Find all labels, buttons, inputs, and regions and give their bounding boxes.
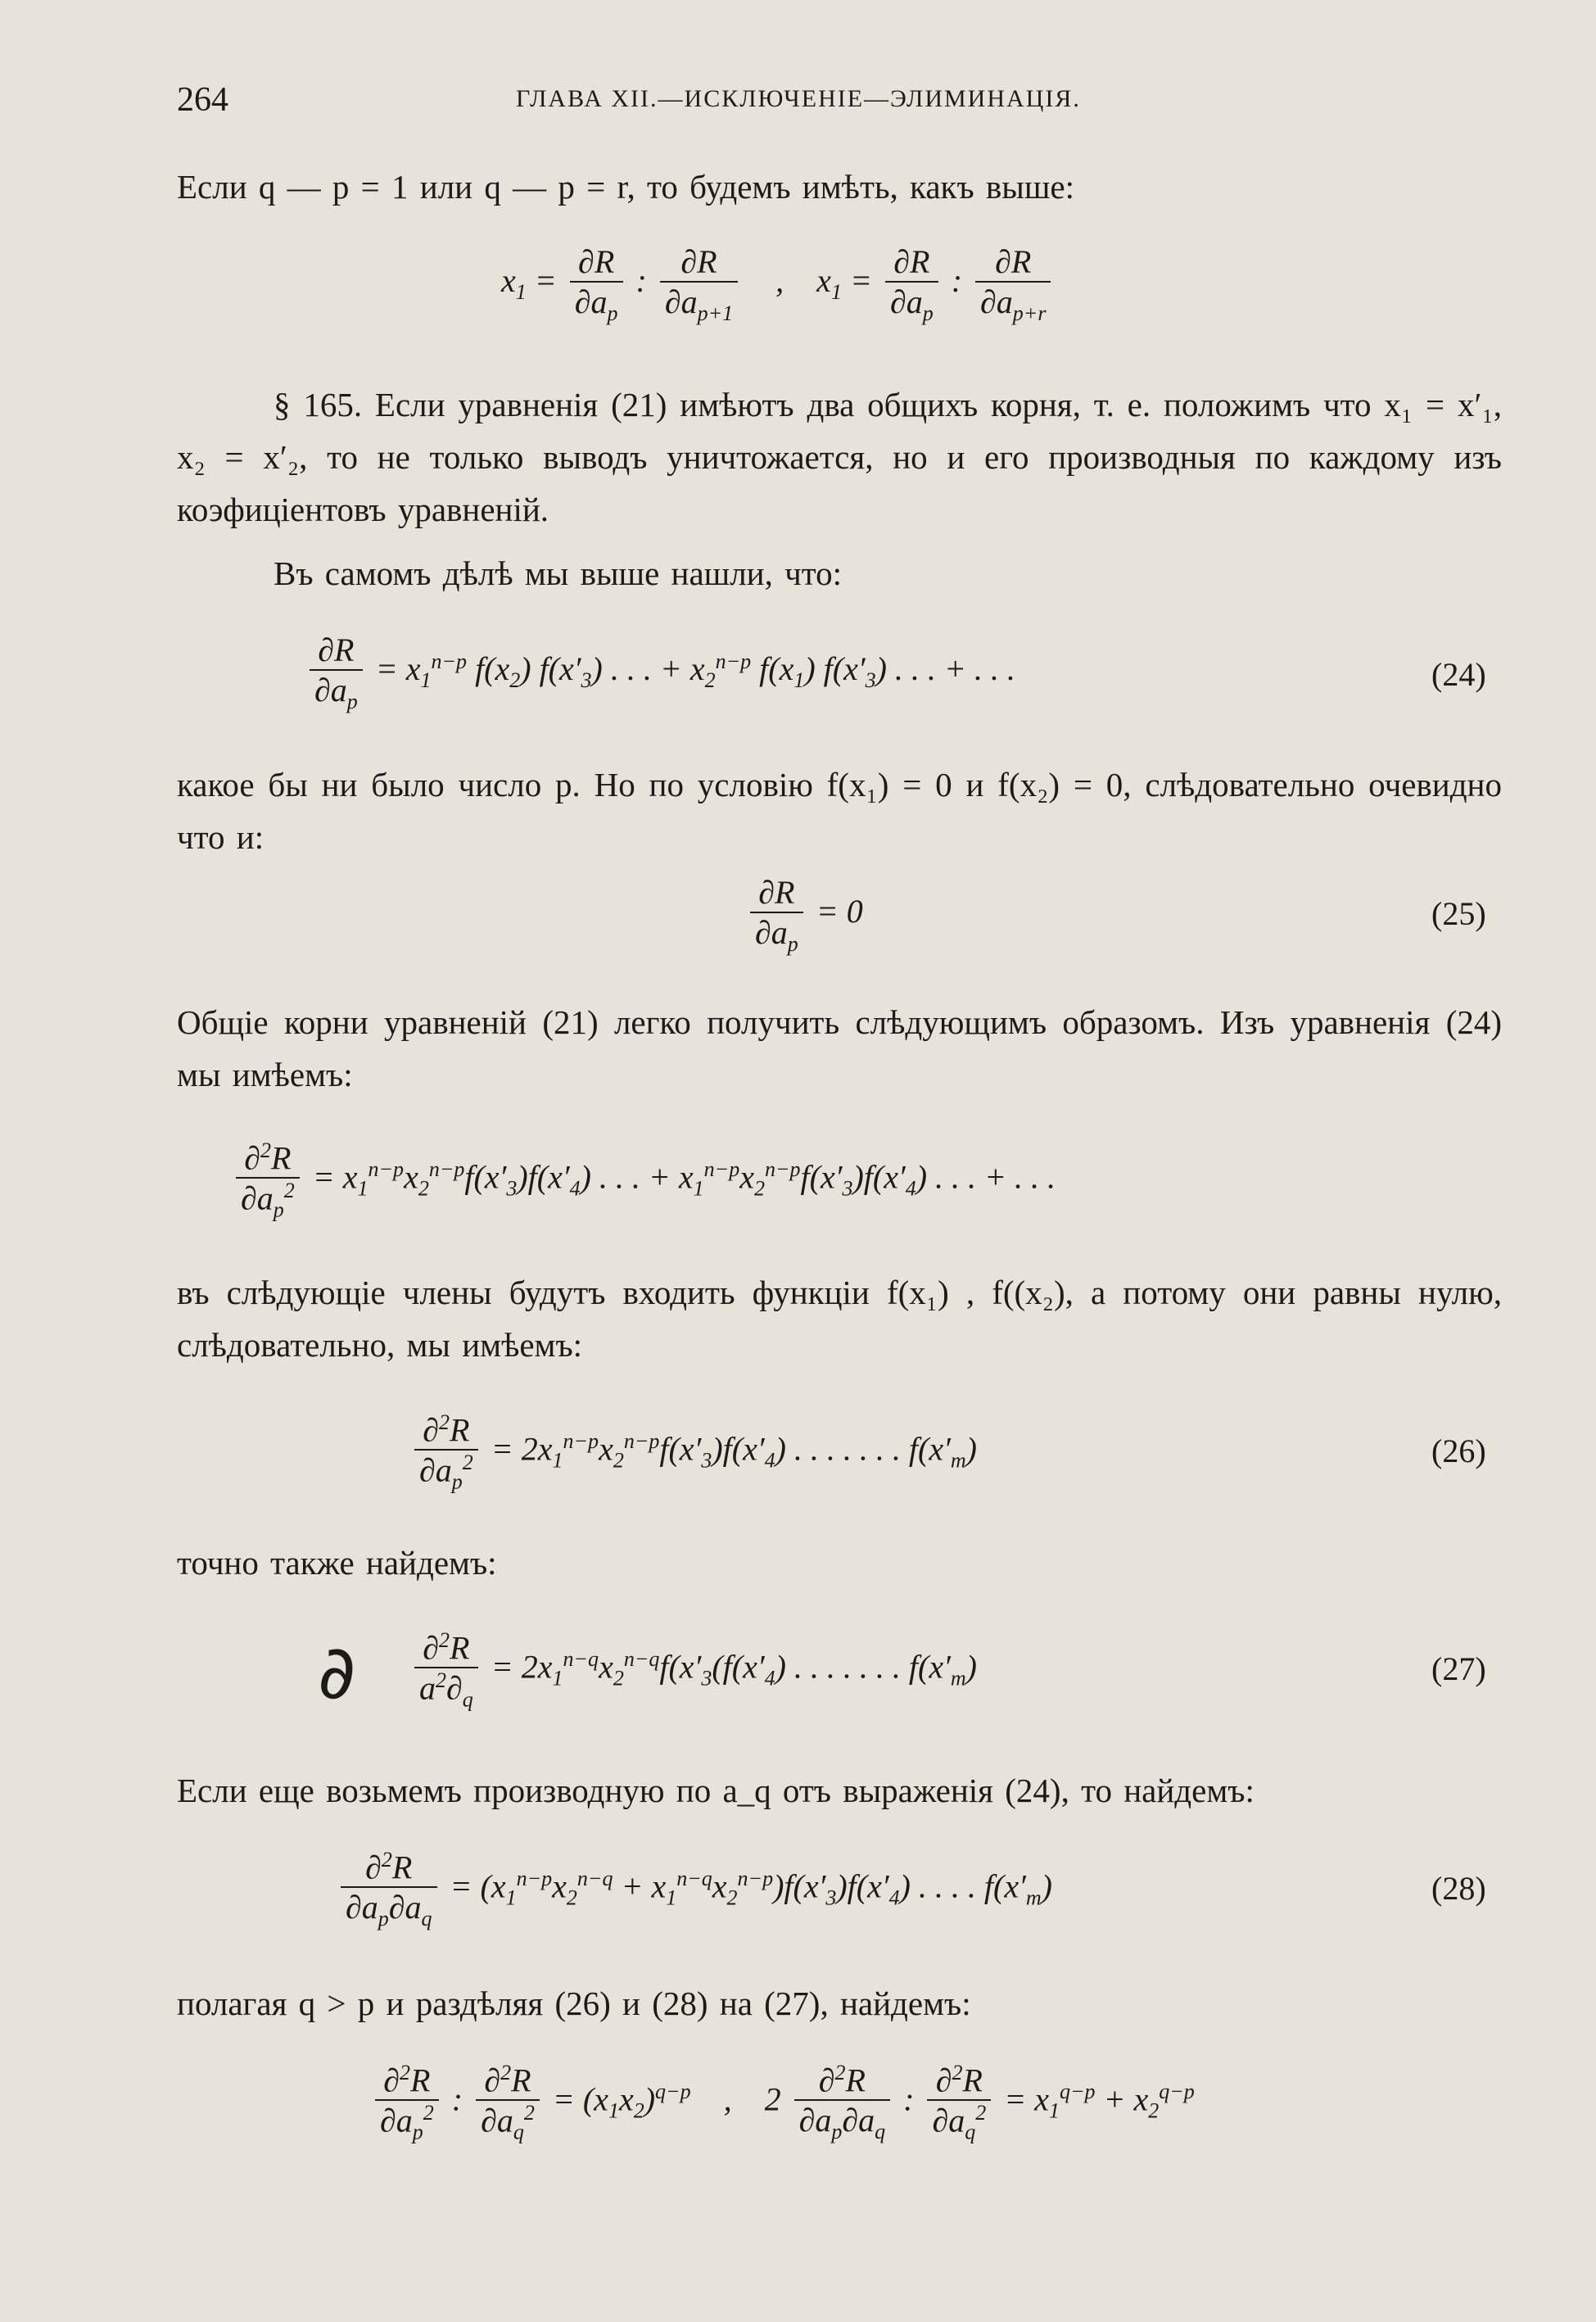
chapter-title: ГЛАВА XII.—ИСКЛЮЧЕНІЕ—ЭЛИМИНАЦІЯ. (516, 85, 1081, 112)
paragraph-7: точно также найдемъ: (177, 1544, 497, 1582)
equation-25: $\frac{\partial R}{\partial a_p}$ = 0 (745, 873, 863, 957)
equation-ratios: $\frac{\partial^2R}{\partial a_p^2}$ : $\frac{\partial^2R}{\partial a_q^2}$ = $(x_1x_2)^{q-p}$ , 2 $\frac{\partial^2R}{\partial a_p\partial a_q}$ : $\frac{\partial^2R}{\partial a_q^2}$ = $x_1^{q-p} + x_2^{q-p}$ (370, 2061, 1195, 2145)
equation-number-26: (26) (1431, 1433, 1486, 1469)
paragraph-1: Если q — p = 1 или q — p = r, то будемъ имѣть, какъ выше: (177, 168, 1074, 206)
equation-number-24: (24) (1431, 656, 1486, 693)
page-number: 264 (177, 81, 228, 119)
equation-27: $\frac{\partial^2R}{a^2\partial_q}$ = $2x_1^{n-q}x_2^{n-q}f(x'_3(f(x'_4)$ . . . . . . . $f(x'_m)$ (409, 1628, 977, 1713)
paragraph-165: § 165. Если уравненія (21) имѣютъ два общихъ корня, т. е. положимъ что x₁ = x′₁, x₂ = x′₂, то не только выводъ уничтожается, но и его производныя по каждому изъ коэфиціентовъ уравненій. (177, 386, 1502, 528)
paragraph-9: полагая q > p и раздѣляя (26) и (28) на (27), найдемъ: (177, 1985, 971, 2022)
equation-number-25: (25) (1431, 895, 1486, 932)
paragraph-8: Если еще возьмемъ производную по a_q отъ выраженія (24), то найдемъ: (177, 1772, 1255, 1809)
equation-second-derivative: $\frac{\partial^2R}{\partial a_p^2}$ = $x_1^{n-p}x_2^{n-p}f(x'_3)f(x'_4)$ . . . + $x_1^{n-p}x_2^{n-p}f(x'_3)f(x'_4)$ . . . + . . . (231, 1138, 1056, 1223)
running-header (0, 80, 1596, 129)
equation-x1: $x_1$ = $\frac{\partial R}{\partial a_p}$ : $\frac{\partial R}{\partial a_{p+1}}$ , $x_1$ = $\frac{\partial R}{\partial a_p}$ : $\frac{\partial R}{\partial a_{p+r}}$ (501, 242, 1056, 326)
equation-24: $\frac{\partial R}{\partial a_p}$ = $x_1^{n-p}$ $f(x_2)$ $f(x'_3)$ . . . + $x_2^{n-p}$ $f(x_1)$ $f(x'_3)$ . . . + . . . (305, 631, 1015, 714)
paragraph-5: Общіе корни уравненій (21) легко получить слѣдующимъ образомъ. Изъ уравненія (24) мы имѣемъ: (177, 1003, 1502, 1093)
equation-28: $\frac{\partial^2R}{\partial a_p\partial a_q}$ = $(x_1^{n-p}x_2^{n-q} + x_1^{n-q}x_2^{n-p})f(x'_3)f(x'_4)$ . . . . $f(x'_m)$ (336, 1848, 1052, 1931)
equation-number-27: (27) (1431, 1650, 1486, 1687)
handwritten-mark-icon: ∂ (318, 1630, 356, 1716)
paragraph-3: Въ самомъ дѣлѣ мы выше нашли, что: (274, 554, 843, 592)
equation-number-28: (28) (1431, 1870, 1486, 1907)
paragraph-4: какое бы ни было число p. Но по условію f(x₁) = 0 и f(x₂) = 0, слѣдовательно очевидно что и: (177, 766, 1502, 856)
equation-26: $\frac{\partial^2R}{\partial a_p^2}$ = $2x_1^{n-p}x_2^{n-p}f(x'_3)f(x'_4)$ . . . . . . . $f(x'_m)$ (409, 1410, 977, 1495)
paragraph-6: въ слѣдующіе члены будутъ входить функціи f(x₁) , f((x₂), а потому они равны нулю, слѣдовательно, мы имѣемъ: (177, 1274, 1502, 1364)
